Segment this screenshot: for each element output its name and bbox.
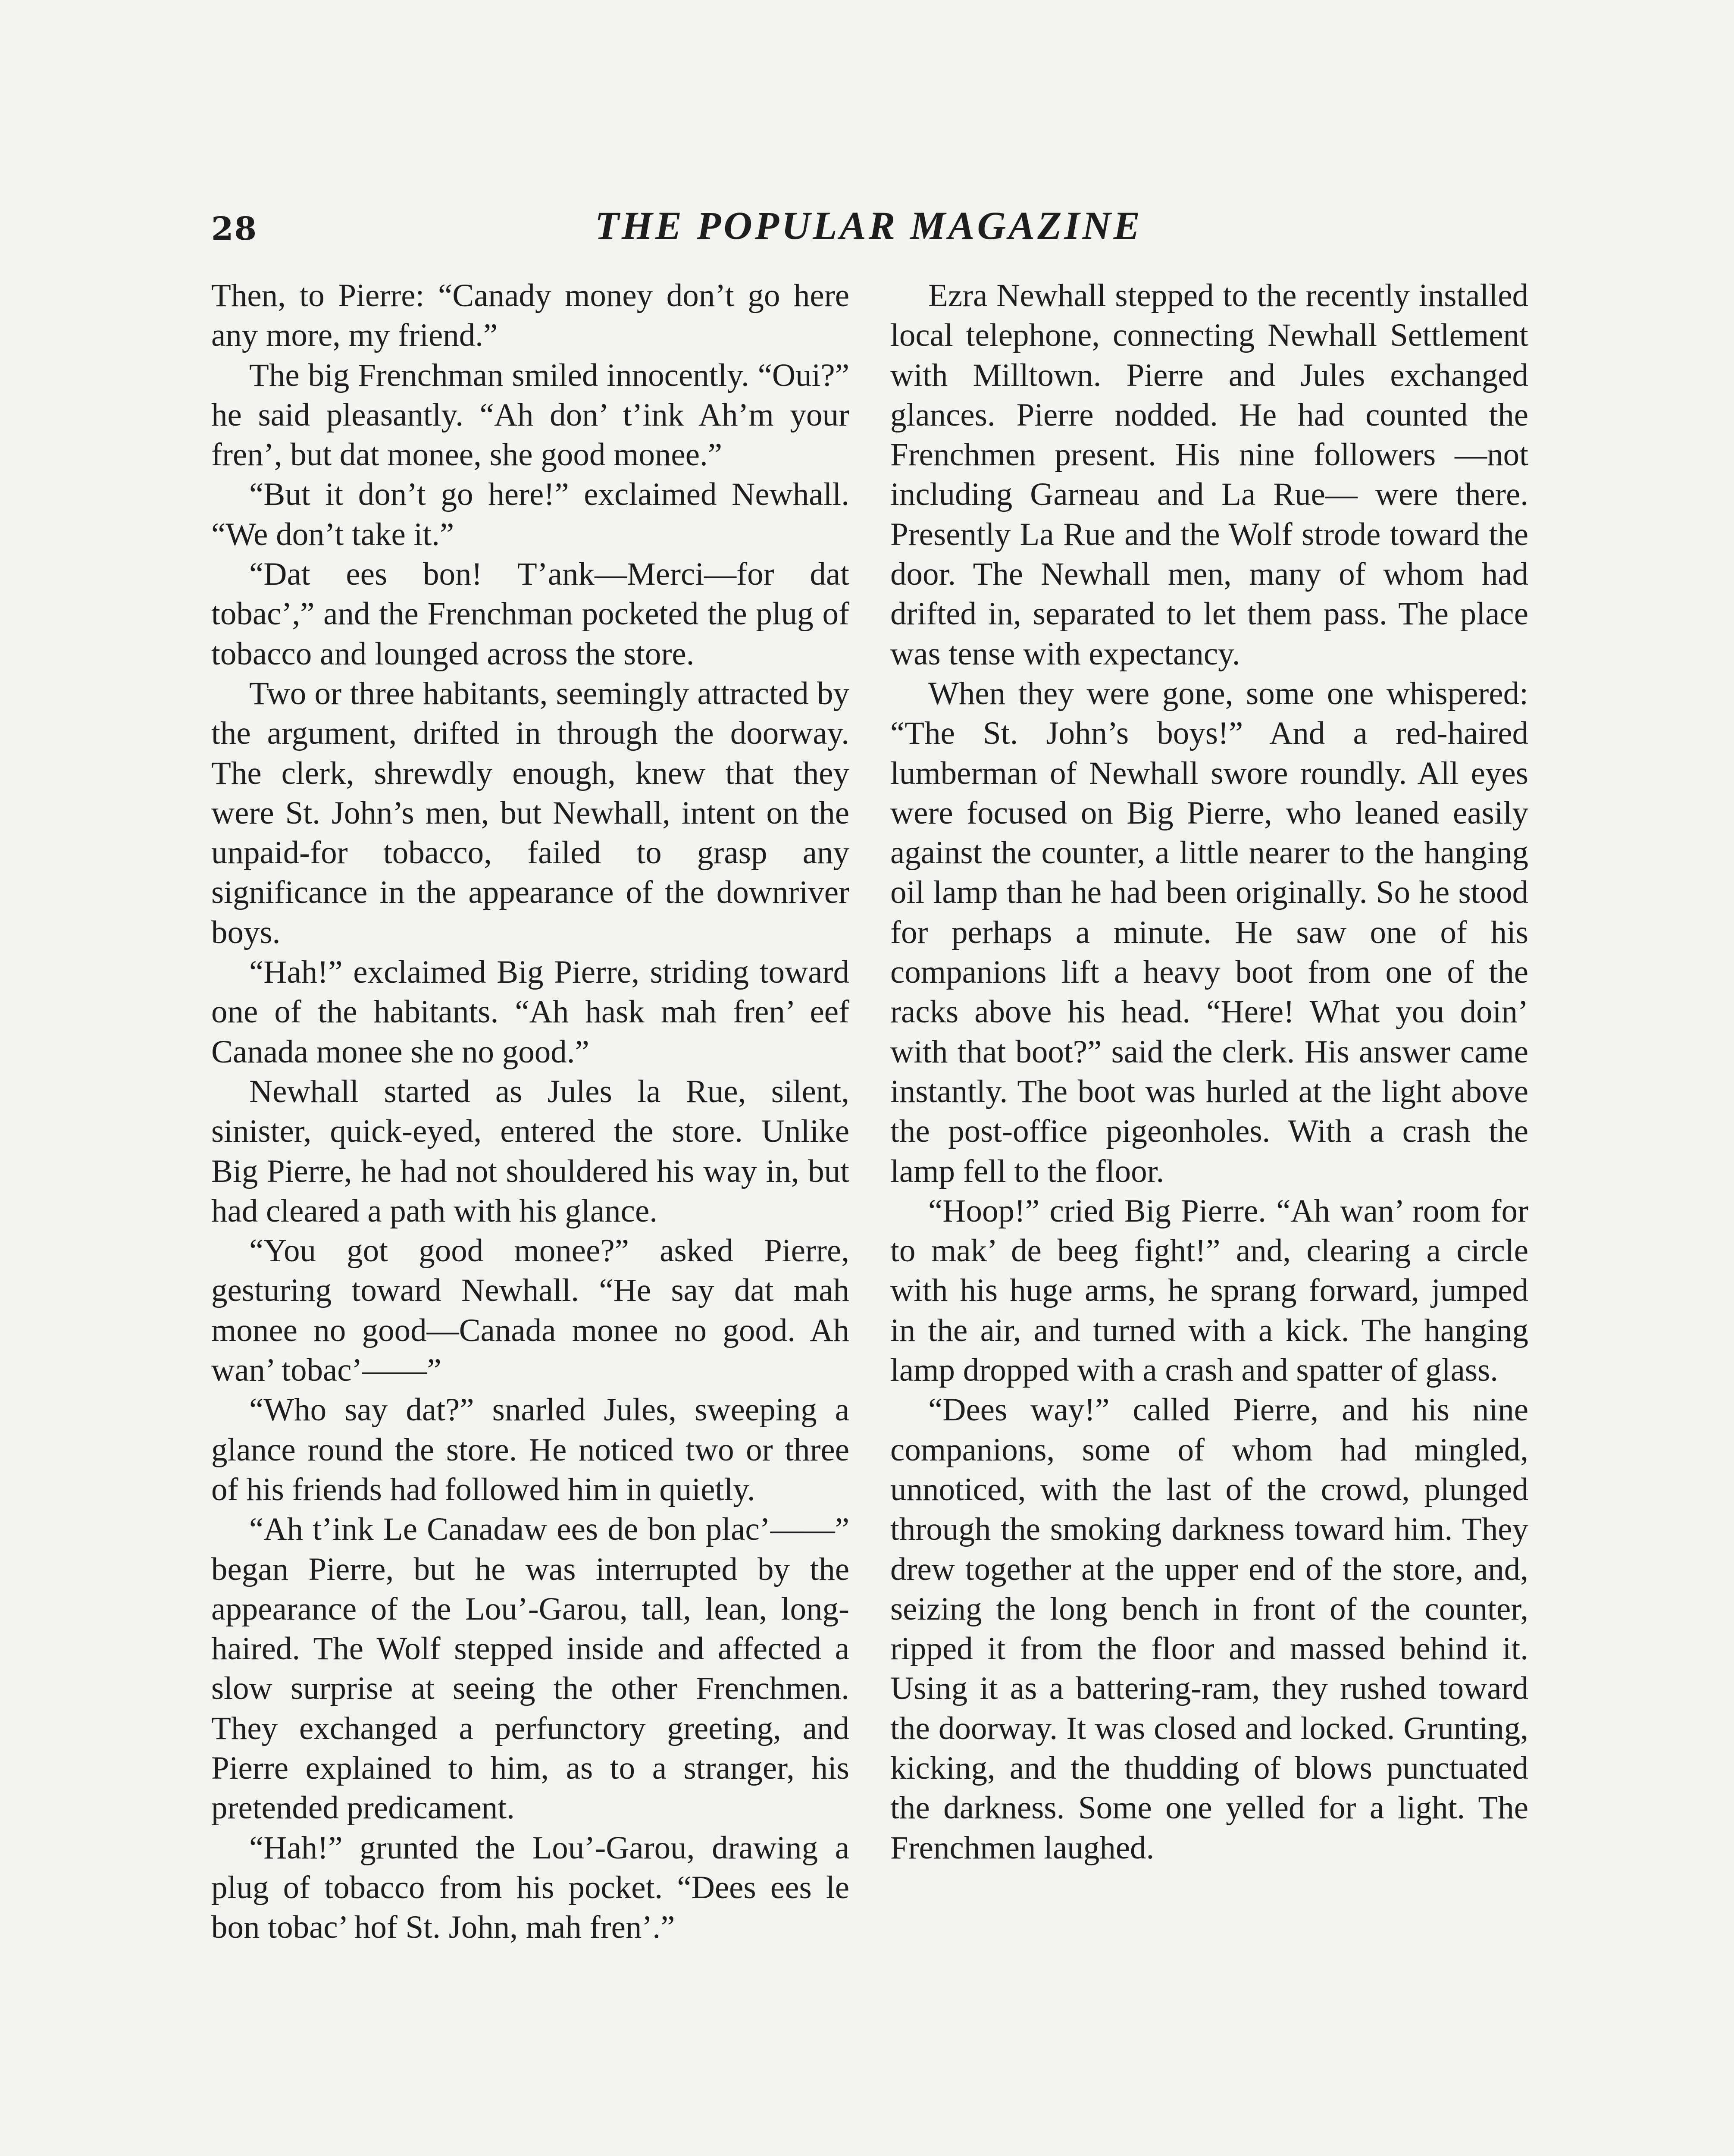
paragraph: “Hah!” exclaimed Big Pierre, striding toward one of the habitants. “Ah hask mah fren’ eef Canada monee she no good.” — [211, 954, 849, 1070]
paragraph: Ezra Newhall stepped to the recently installed local telephone, connecting Newhall Settlement with Milltown. Pierre and Jules exchanged glances. Pierre nodded. He had counted the Frenchmen present. His nine followers —not including Garneau and La Rue— were there. Presently La Rue and the Wolf strode toward the door. The Newhall men, many of whom had drifted in, separated to let them pass. The place was tense with expectancy. — [890, 278, 1528, 672]
right-column — [890, 276, 1528, 1868]
running-head: THE POPULAR MAGAZINE — [595, 204, 1143, 248]
paragraph: Newhall started as Jules la Rue, silent, sinister, quick-eyed, entered the store. Unlike Big Pierre, he had not shouldered his way in, but had cleared a path with his glance. — [211, 1073, 849, 1229]
page-header — [211, 203, 1526, 267]
paragraph: Two or three habitants, seemingly attracted by the argument, drifted in through the doorway. The clerk, shrewdly enough, knew that they were St. John’s men, but Newhall, intent on the unpaid-for tobacco, failed to grasp any significance in the appearance of the downriver boys. — [211, 675, 849, 950]
paragraph: “Dat ees bon! T’ank—Merci—for dat tobac’,” and the Frenchman pocketed the plug of tobacco and lounged across the store. — [211, 556, 849, 672]
paragraph: “You got good monee?” asked Pierre, gesturing toward Newhall. “He say dat mah monee no good—Canada monee no good. Ah wan’ tobac’——” — [211, 1233, 849, 1388]
paragraph: The big Frenchman smiled innocently. “Oui?” he said pleasantly. “Ah don’ t’ink Ah’m your fren’, but dat monee, she good monee.” — [211, 357, 849, 473]
paragraph: “Dees way!” called Pierre, and his nine companions, some of whom had mingled, unnoticed, with the last of the crowd, plunged through the smoking darkness toward him. They drew together at the upper end of the store, and, seizing the long bench in front of the counter, ripped it from the floor and massed behind it. Using it as a battering-ram, they rushed toward the doorway. It was closed and locked. Grunting, kicking, and the thudding of blows punctuated the darkness. Some one yelled for a light. The Frenchmen laughed. — [890, 1392, 1528, 1866]
paragraph: “Hah!” grunted the Lou’-Garou, drawing a plug of tobacco from his pocket. “Dees ees le bon tobac’ hof St. John, mah fren’.” — [211, 1830, 849, 1946]
paragraph: When they were gone, some one whispered: “The St. John’s boys!” And a red-haired lumberman of Newhall swore roundly. All eyes were focused on Big Pierre, who leaned easily against the counter, a little nearer to the hanging oil lamp than he had been originally. So he stood for perhaps a minute. He saw one of his companions lift a heavy boot from one of the racks above his head. “Here! What you doin’ with that boot?” said the clerk. His answer came instantly. The boot was hurled at the light above the post-office pigeonholes. With a crash the lamp fell to the floor. — [890, 675, 1528, 1189]
page-number: 28 — [211, 210, 257, 248]
paragraph: “Who say dat?” snarled Jules, sweeping a glance round the store. He noticed two or three of his friends had followed him in quietly. — [211, 1392, 849, 1507]
paragraph: “But it don’t go here!” exclaimed Newhall. “We don’t take it.” — [211, 476, 849, 552]
left-column — [211, 276, 849, 1947]
paragraph: “Hoop!” cried Big Pierre. “Ah wan’ room for to mak’ de beeg fight!” and, clearing a circle with his huge arms, he sprang forward, jumped in the air, and turned with a kick. The hanging lamp dropped with a crash and spatter of glass. — [890, 1193, 1528, 1388]
paragraph: Then, to Pierre: “Canady money don’t go here any more, my friend.” — [211, 278, 849, 354]
paragraph: “Ah t’ink Le Canadaw ees de bon plac’——” began Pierre, but he was interrupted by the appearance of the Lou’-Garou, tall, lean, long-haired. The Wolf stepped inside and affected a slow surprise at seeing the other Frenchmen. They exchanged a perfunctory greeting, and Pierre explained to him, as to a stranger, his pretended predicament. — [211, 1511, 849, 1826]
